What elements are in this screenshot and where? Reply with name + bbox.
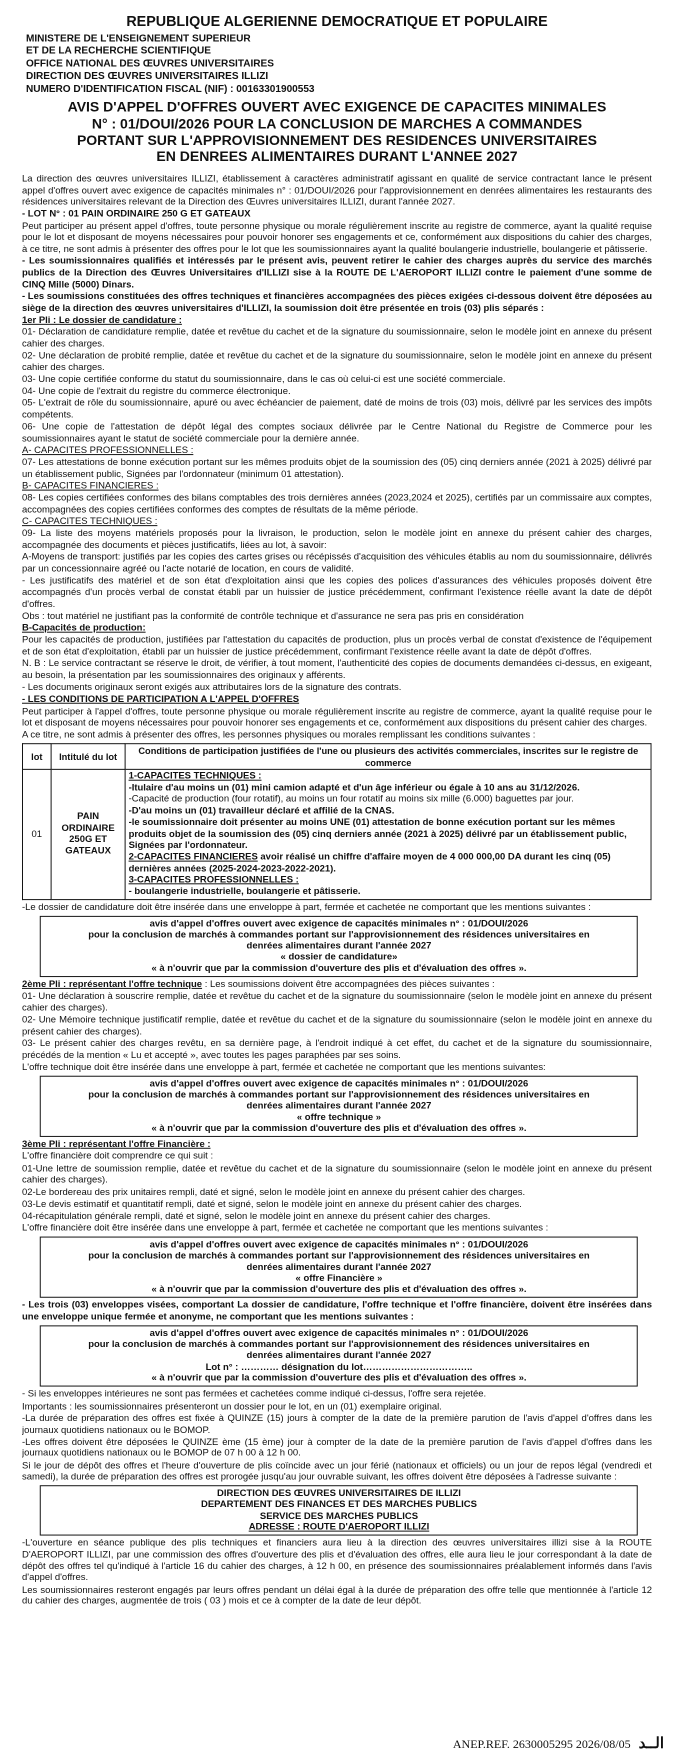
conditions-heading: - LES CONDITIONS DE PARTICIPATION A L'APPEL D'OFFRES: [22, 694, 300, 706]
ministry-line: DIRECTION DES ŒUVRES UNIVERSITAIRES ILLIZI: [25, 71, 269, 83]
envelope-notice: « à n'ouvrir que par la commission d'ouverture des plis et d'évaluation des offres ».: [151, 963, 527, 974]
pro-heading: 3-CAPACITES PROFESSIONNELLES :: [128, 874, 299, 886]
conditions-text: Peut participer à l'appel d'offres, toute personne physique ou morale régulièrement inscrite au registre de commerce, ayant la qualité requise pour le lot et disposant de moyens nécessaires pour pouvoir honorer ses engagements et ce, conformément aux dispositions du présent cahier des charges.: [22, 706, 652, 729]
lot-line: - LOT N° : 01 PAIN ORDINAIRE 250 G ET GATEAUX: [22, 208, 251, 220]
envelope-line: denrées alimentaires durant l'année 2027: [246, 1261, 432, 1273]
ministry-line: OFFICE NATIONAL DES ŒUVRES UNIVERSITAIRES: [25, 58, 274, 70]
capacities-technical-item: Pour les capacités de production, justifiées par l'attestation du capacités de production, plus un procès verbal de constat d'existence de l'équipement et de son état d'exploitation, établi par un huissier de justice précédemment, confirmant l'existence réelle avant la date de dépôt d'offres.: [22, 634, 652, 658]
table-header-cell: Conditions de participation justifiées de l'une ou plusieurs des activités commerciales, inscrites sur le registre de commerce: [125, 744, 651, 770]
fin-line: [129, 852, 648, 875]
envelope-line: avis d'appel d'offres ouvert avec exigence de capacités minimales n° : 01/DOUI/2026: [149, 918, 529, 930]
envelope-line: pour la conclusion de marchés à commandes portant sur l'approvisionnement des résidences universitaires en: [88, 1339, 590, 1351]
address-line: ADRESSE : ROUTE D'AEROPORT ILLIZI: [248, 1521, 430, 1533]
capacities-technical-item: 09- La liste des moyens matériels proposés pour la livraison, le production, selon le modèle joint en annexe du présent cahier des charges, accompagnée des documents et pièces justificatifs, liées au lot, à savoir:: [22, 528, 652, 551]
pli1-item: 02- Une déclaration de probité remplie, datée et revêtue du cachet et de la signature du soumissionnaire, selon le modèle joint en annexe du présent cahier des charges.: [22, 350, 652, 373]
envelope-notice: « à n'ouvrir que par la commission d'ouverture des plis et d'évaluation des offres ».: [151, 1284, 527, 1295]
tech-item: -Capacité de production (four rotatif), au moins un four rotatif au moins six mille (6.000) baguettes par jour.: [128, 793, 574, 805]
pli2-note: L'offre technique doit être insérée dans une enveloppe à part, fermée et cachetée ne comportant que les mentions suivantes:: [22, 1061, 546, 1073]
pli2-paragraph: [22, 979, 652, 991]
tech-heading: 1-CAPACITES TECHNIQUES :: [128, 770, 262, 782]
capacities-technical-item: N. B : Le service contractant se réserve le droit, de vérifier, à tout moment, l'authenticité des copies de documents demandées ci-dessus, en exigeant, au besoin, la présentation par les soumissionnaires des originaux y afférents.: [22, 658, 652, 681]
address-box: [40, 1485, 638, 1536]
conditions-table: [22, 743, 652, 900]
capacities-technical-heading: C- CAPACITES TECHNIQUES :: [22, 516, 158, 528]
envelope-line: denrées alimentaires durant l'année 2027: [246, 1350, 432, 1362]
title-line: EN DENREES ALIMENTAIRES DURANT L'ANNEE 2027: [156, 149, 518, 166]
table-header-cell: Intitulé du lot: [51, 744, 125, 770]
closing-paragraph: -L'ouverture en séance publique des plis techniques et financiers aura lieu à la direction des œuvres universitaires illizi sise à la ROUTE D'AEROPORT ILLIZI, par une commission des offres d'ouverture des plis et d'évaluation des offres, elle aura lieu le jour correspondant à la date de dépôt des offres tel qu'indiqué à l'article 16 du cahier des charges, à 12 h 00, en présence des soumissionnaires préalablement informés dans l'avis d'appel d'offres.: [22, 1537, 652, 1584]
pli2-item: 02- Une Mémoire technique justificatif remplie, datée et revêtue du cachet et de la signature du soumissionnaire (selon le modèle joint en annexe du présent cahier des charges).: [22, 1014, 652, 1038]
capacities-financial-text: 08- Les copies certifiées conformes des bilans comptables des trois dernières années (2023,2024 et 2025), certifiés par un commissaire aux comptes, accompagnées des copies certifiées conformes des comptes de résultats de la même période.: [22, 492, 652, 516]
tender-title: [22, 100, 652, 166]
pli1-item: 05- L'extrait de rôle du soumissionnaire, apuré ou avec échéancier de paiement, daté de moins de trois (03) mois, délivré par les services des impôts compétents.: [22, 398, 652, 421]
lot-designation: Lot n° : ………… désignation du lot……………………………..: [205, 1361, 473, 1373]
envelope-technique: [40, 1075, 638, 1137]
pli3-intro: L'offre financière doit comprendre ce qui suit :: [22, 1151, 214, 1163]
pli2-item: 03- Le présent cahier des charges revêtu, en sa dernière page, à l'endroit indiqué à cet effet, du cachet et de la signature du soumissionnaire, précédés de la mention « Lu et accepté », avec toutes les pages paraphées par ses soins.: [22, 1038, 652, 1061]
table-header-cell: lot: [22, 744, 51, 770]
republic-heading: REPUBLIQUE ALGERIENNE DEMOCRATIQUE ET POPULAIRE: [126, 14, 548, 30]
capacities-technical-item: Obs : tout matériel ne justifiant pas la conformité de contrôle technique et d'assurance ne sera pas pris en considération: [22, 610, 524, 622]
envelope-financiere: [40, 1236, 638, 1298]
capacities-financial-heading: B- CAPACITES FINANCIERES :: [22, 480, 159, 492]
anep-reference: ANEP.REF. 2630005295 2026/08/05: [452, 1737, 631, 1751]
participation-paragraph: Peut participer au présent appel d'offres, toute personne physique ou morale régulièrement inscrite au registre de commerce, ayant la qualité requise pour le lot et disposant de moyens nécessaires pour pouvoir honorer ses engagements et ce, conformément aux dispositions du cahier des charges, à ce titre, ne sont admis à présenter des offres pour le lot que les soumissionnaires ayant la qualité boulangerie industrielle, boulangerie et pâtisserie.: [22, 220, 652, 255]
nif-line: NUMERO D'IDENTIFICATION FISCAL (NIF) : 00163301900553: [25, 83, 315, 95]
dossier-note: -Le dossier de candidature doit être insérée dans une enveloppe à part, fermée et cachetée ne comportant que les mentions suivantes :: [22, 901, 591, 913]
table-cell-lot: 01: [22, 769, 51, 899]
fin-heading: 2-CAPACITES FINANCIERES: [128, 851, 258, 863]
pli3-item: 02-Le bordereau des prix unitaires rempli, daté et signé, selon le modèle joint en annexe du présent cahier des charges.: [22, 1186, 526, 1198]
conditions-text: A ce titre, ne sont admis à présenter des offres, les personnes physiques ou morales remplissant les conditions suivantes :: [22, 729, 536, 741]
pli3-item: 04-récapitulation générale rempli, daté et signé, selon le modèle joint en annexe du présent cahier des charges.: [22, 1210, 491, 1222]
footer-reference: [453, 1734, 664, 1753]
pli3-note: L'offre financière doit être insérée dans une enveloppe à part, fermée et cachetée ne comportant que les mentions suivantes :: [22, 1222, 549, 1234]
envelope-line: pour la conclusion de marchés à commandes portant sur l'approvisionnement des résidences universitaires en: [88, 1250, 590, 1262]
final-paragraph: -Les offres doivent être déposées le QUINZE ème (15 ème) jour à compter de la date de la première parution de l'avis d'appel d'offres dans les journaux quotidiens nationaux ou le BOMOP de 07 h 00 à 12 h 00.: [22, 1436, 652, 1460]
tech-item: -Itulaire d'au moins un (01) mini camion adapté et d'un âge inférieur ou égale à 10 ans au 31/12/2026.: [128, 782, 580, 794]
title-line: PORTANT SUR L'APPROVISIONNEMENT DES RESIDENCES UNIVERSITAIRES: [76, 133, 598, 149]
address-line: SERVICE DES MARCHES PUBLICS: [259, 1510, 419, 1522]
address-line: DIRECTION DES ŒUVRES UNIVERSITAIRES DE ILLIZI: [217, 1488, 461, 1500]
pli1-item: 03- Une copie certifiée conforme du statut du soumissionnaire, dans le cas où celui-ci est une société commerciale.: [22, 373, 506, 385]
pli2-intro: : Les soumissions doivent être accompagnées des pièces suivantes :: [204, 979, 495, 990]
pli3-item: 01-Une lettre de soumission remplie, datée et revêtue du cachet et de la signature du soumissionnaire (selon le modèle joint en annexe du présent cahier des charges).: [22, 1163, 652, 1186]
closing-paragraph: Les soumissionnaires resteront engagés par leurs offres pendant un délai égal à la durée de préparation des offre telle que mentionnée à l'article 12 du cahier des charges, augmentée de trois ( 03 ) mois et ce à compter de la date de leur dépôt.: [22, 1584, 652, 1607]
pli2-heading: 2ème Pli : représentant l'offre technique: [22, 979, 203, 990]
final-paragraph: Importants : les soumissionnaires présenteront un dossier pour le lot, en un (01) exemplaire original.: [22, 1400, 442, 1412]
table-row: [22, 769, 651, 899]
capacities-technical-item: - Les justificatifs des matériel et de son état d'exploitation ainsi que les copies des polices d'assurances des véhicules proposés doivent être accompagnés d'un procès verbal de constat établi par un huissier de justice précédemment, confirmant l'existence réelle avant la date de dépôt d'offres.: [22, 575, 652, 610]
envelope-line: avis d'appel d'offres ouvert avec exigence de capacités minimales n° : 01/DOUI/2026: [149, 1078, 529, 1090]
ministry-block: [26, 33, 652, 96]
pli1-item: 04- Une copie de l'extrait du registre du commerce électronique.: [22, 386, 291, 397]
ministry-line: ET DE LA RECHERCHE SCIENTIFIQUE: [25, 46, 212, 57]
tech-item: -le soumissionnaire doit présenter au moins UNE (01) attestation de bonne exécution portant sur les mêmes produits objet de la soumission des (05) cinq derniers année (2021 à 2025) délivré par un établissement public, Signées par l'ordonnateur.: [128, 817, 627, 852]
envelope-line: denrées alimentaires durant l'année 2027: [246, 1100, 432, 1112]
pli3-heading: 3ème Pli : représentant l'offre Financière :: [22, 1139, 211, 1150]
pli2-item: 01- Une déclaration à souscrire remplie, datée et revêtue du cachet et de la signature du soumissionnaire (selon le modèle joint en annexe du présent cahier des charges).: [22, 991, 652, 1014]
table-header-row: [22, 744, 651, 770]
final-paragraph: - Si les enveloppes intérieures ne sont pas fermées et cachetées comme indiqué ci-dessus, l'offre sera rejetée.: [22, 1388, 487, 1400]
capacities-technical-item: B-Capacités de production:: [22, 622, 146, 634]
pli1-item: 06- Une copie de l'attestation de dépôt légal des comptes sociaux délivrée par le Centre National du Registre de Commerce pour les soumissionnaires ayant le statut de société commerciale pour la dernière année.: [22, 421, 652, 445]
envelope-label: « offre Financière »: [295, 1272, 383, 1284]
withdraw-paragraph: - Les soumissionnaires qualifiés et intéressés par le présent avis, peuvent retirer le cahier des charges auprès du service des marchés publics de la Direction des Œuvres Universitaires d'ILLIZI sise à la ROUTE DE L'AEROPORT ILLIZI contre le paiement d'une somme de CINQ Mille (5000) Dinars.: [22, 256, 652, 290]
envelope-line: denrées alimentaires durant l'année 2027: [246, 940, 432, 952]
final-paragraph: -La durée de préparation des offres est fixée à QUINZE (15) jours à compter de la date de la première parution de l'avis d'appel d'offres dans les journaux quotidiens nationaux ou le BOMOP.: [22, 1413, 652, 1436]
envelope-notice: « à n'ouvrir que par la commission d'ouverture des plis et d'évaluation des offres ».: [151, 1123, 527, 1134]
newspaper-logo: الــد: [638, 1736, 664, 1752]
capacities-technical-item: A-Moyens de transport: justifiés par les copies des cartes grises ou récépissés d'acquisition des véhicules établis au nom du soumissionnaire, délivrés par un concessionnaire agréé ou l'acte notarié de location, en cours de validité.: [22, 552, 652, 575]
title-line: N° : 01/DOUI/2026 POUR LA CONCLUSION DE MARCHES A COMMANDES: [91, 116, 583, 133]
envelope-label: « offre technique »: [296, 1111, 382, 1123]
capacities-professional-heading: A- CAPACITES PROFESSIONNELLES :: [22, 445, 194, 457]
tech-item: -D'au moins un (01) travailleur déclaré et affilié de la CNAS.: [128, 805, 395, 817]
intro-paragraph: La direction des œuvres universitaires ILLIZI, établissement à caractères administratif agissant en qualité de service contractant lance le présent appel d'offres ouvert avec exigence de capacités minimales n° : 01/DOUI/2026 pour l'approvisionnement en denrées alimentaires les restaurants des résidences universitaires relevant de la Direction des Œuvres universitaires ILLIZI, durant l'année 2027.: [22, 173, 652, 208]
capacities-technical-item: - Les documents originaux seront exigés aux attributaires lors de la signature des contrats.: [22, 682, 402, 693]
envelope-candidature: [40, 915, 638, 977]
table-cell-intitule: PAIN ORDINAIRE 250G ET GATEAUX: [51, 769, 125, 899]
three-plis-note: - Les trois (03) enveloppes visées, comportant La dossier de candidature, l'offre technique et l'offre financière, doivent être insérées dans une enveloppe unique fermée et anonyme, ne comportant que les mentions suivantes :: [22, 1300, 652, 1323]
fin-text: avoir réalisé un chiffre d'affaire moyen de 4 000 000,00 DA durant les cinq (05) dernières années (2025-2024-2023-2022-2021).: [128, 851, 611, 875]
pli3-item: 03-Le devis estimatif et quantitatif rempli, daté et signé, selon le modèle joint en annexe du présent cahier des charges.: [22, 1198, 522, 1210]
envelope-outer: [40, 1325, 638, 1387]
envelope-line: pour la conclusion de marchés à commandes portant sur l'approvisionnement des résidences universitaires en: [88, 929, 590, 941]
pli1-heading: 1er Pli : Le dossier de candidature :: [22, 314, 182, 326]
address-line: DEPARTEMENT DES FINANCES ET DES MARCHES PUBLICS: [200, 1499, 477, 1511]
announcement-page: [22, 14, 652, 1749]
submission-paragraph: - Les soumissions constituées des offres techniques et financières accompagnées des pièces exigées ci-dessous doivent être déposées au siège de la direction des œuvres universitaires d'ILLIZI, la soumission doit être présentée en trois (03) plis séparés :: [22, 291, 652, 314]
envelope-line: avis d'appel d'offres ouvert avec exigence de capacités minimales n° : 01/DOUI/2026: [149, 1239, 529, 1251]
envelope-label: « dossier de candidature»: [280, 951, 398, 963]
capacities-professional-text: 07- Les attestations de bonne exécution portant sur les mêmes produits objet de la soumission des (05) cinq derniers année (2021 à 2025) délivré par un établissement public, Signées par l'ordonnateur (minimum 01 attestation).: [22, 457, 652, 480]
table-cell-conditions: [125, 769, 651, 899]
envelope-line: avis d'appel d'offres ouvert avec exigence de capacités minimales n° : 01/DOUI/2026: [149, 1328, 529, 1340]
title-line: AVIS D'APPEL D'OFFRES OUVERT AVEC EXIGENCE DE CAPACITES MINIMALES: [67, 100, 607, 117]
pro-text: - boulangerie industrielle, boulangerie et pâtisserie.: [128, 886, 361, 898]
ministry-line: MINISTERE DE L'ENSEIGNEMENT SUPERIEUR: [25, 33, 251, 45]
final-paragraph: Si le jour de dépôt des offres et l'heure d'ouverture de plis coïncide avec un jour férié (nationaux et officiels) ou un jour de repos légal (vendredi et samedi), la durée de préparation des offres est prorogée jusqu'au jour ouvrable suivant, les offres doivent être déposées à l'adresse suivante :: [22, 1460, 652, 1483]
envelope-line: pour la conclusion de marchés à commandes portant sur l'approvisionnement des résidences universitaires en: [88, 1089, 590, 1101]
envelope-notice: « à n'ouvrir que par la commission d'ouverture des plis et d'évaluation des offres ».: [151, 1372, 527, 1384]
pli1-item: 01- Déclaration de candidature remplie, datée et revêtue du cachet et de la signature du soumissionnaire, selon le modèle joint en annexe du présent cahier des charges.: [22, 326, 652, 350]
